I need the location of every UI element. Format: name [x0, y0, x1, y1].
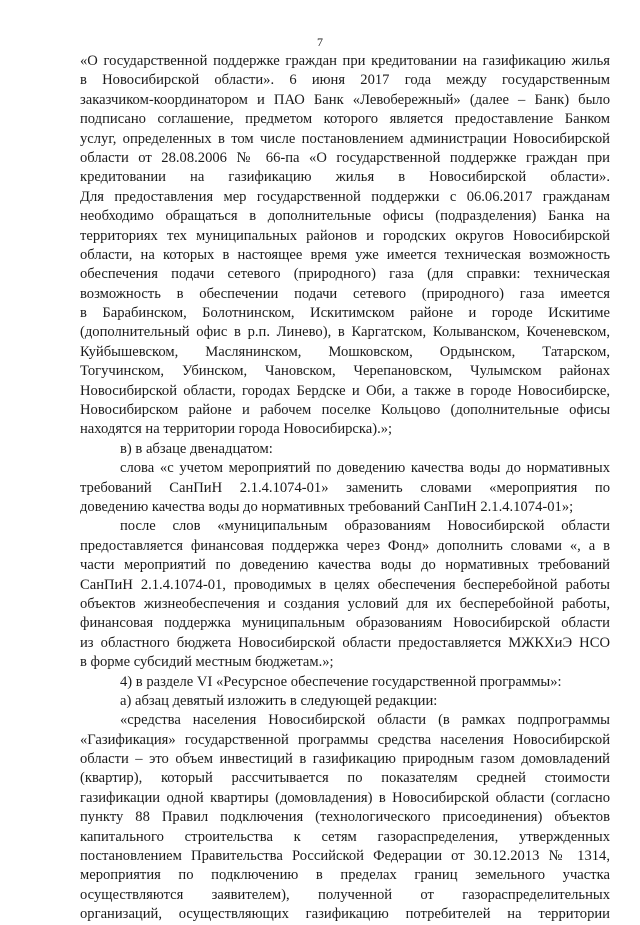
text-line: из областного бюджета Новосибирской области предоставляется МЖКХиЭ НСО — [80, 634, 610, 651]
text-line: «Газификация» государственной программы средства населения Новосибирской — [80, 731, 610, 748]
text-line: территориях тех муниципальных районов и городских округов Новосибирской — [80, 227, 610, 244]
text-line: области – это объем инвестиций в газификацию природным газом домовладений — [80, 751, 610, 768]
text-line: услуг, определенных в том числе постановлением администрации Новосибирской — [80, 130, 610, 147]
text-line: пункту 88 Правил подключения (технологического присоединения) объектов — [80, 809, 610, 826]
text-line: в) в абзаце двенадцатом: — [120, 440, 273, 457]
text-line: требований СанПиН 2.1.4.1074-01» заменить словами «мероприятия по — [80, 479, 610, 496]
text-line: доведению качества воды до нормативных требований СанПиН 2.1.4.1074-01»; — [80, 498, 574, 515]
text-line: возможность в обеспечении подачи сетевого (природного) газа имеется — [80, 285, 610, 302]
text-line: Для предоставления мер государственной поддержки с 06.06.2017 гражданам — [80, 188, 610, 205]
text-line: части мероприятий по доведению качества воды до нормативных требований — [80, 557, 610, 574]
page-number: 7 — [317, 35, 323, 49]
text-line: Новосибирской области, городах Бердске и Оби, а также в городе Новосибирске, — [80, 382, 610, 399]
text-line: Куйбышевском, Маслянинском, Мошковском, Ордынском, Татарском, — [80, 343, 610, 360]
text-line: заказчиком-координатором и ПАО Банк «Левобережный» (далее – Банк) было — [80, 91, 610, 108]
text-line: находятся на территории города Новосибирска).»; — [80, 421, 393, 438]
text-line: «О государственной поддержке граждан при кредитовании на газификацию жилья — [80, 53, 610, 69]
text-line: после слов «муниципальным образованиям Новосибирской области — [120, 518, 610, 535]
text-line: капитального строительства к сетям газораспределения, утвержденных — [80, 828, 610, 845]
text-line: Тогучинском, Убинском, Чановском, Черепановском, Чулымском районах — [80, 363, 610, 380]
text-line: кредитовании на газификацию жилья в Новосибирской области». — [80, 169, 610, 186]
text-line: в Новосибирской области». 6 июня 2017 года между государственным — [80, 72, 610, 89]
text-line: объектов жизнеобеспечения и создания условий для их бесперебойной работы, — [80, 595, 610, 612]
text-line: подписано соглашение, предметом которого является предоставление Банком — [80, 111, 610, 128]
text-line: в форме субсидий местным бюджетам.»; — [80, 654, 334, 671]
text-line: организаций, осуществляющих газификацию потребителей на территории — [80, 906, 610, 923]
text-line: осуществляются заявителем), полученной от газораспределительных — [80, 886, 610, 903]
text-line: (квартир), который рассчитывается по показателям средней стоимости — [80, 770, 610, 787]
text-line: (дополнительный офис в р.п. Линево), в Каргатском, Колыванском, Коченевском, — [80, 324, 610, 341]
text-line: финансовая поддержка муниципальным образованиям Новосибирской области — [80, 615, 610, 632]
text-line: обеспечения подачи сетевого (природного) газа (для справки: техническая — [80, 266, 610, 283]
text-line: 4) в разделе VI «Ресурсное обеспечение государственной программы»: — [120, 673, 562, 690]
text-line: постановлением Правительства Российской Федерации от 30.12.2013 № 1314, — [80, 848, 610, 865]
text-line: газификации одной квартиры (домовладения) в Новосибирской области (согласно — [80, 789, 610, 806]
text-line: области от 28.08.2006 № 66-па «О государственной поддержке граждан при — [80, 149, 610, 166]
text-line: Новосибирском районе и рабочем поселке Кольцово (дополнительные офисы — [80, 402, 610, 419]
text-line: в Барабинском, Болотнинском, Искитимском районе и городе Искитиме — [80, 305, 610, 322]
text-line: СанПиН 2.1.4.1074-01, проводимых в целях обеспечения бесперебойной работы — [80, 576, 610, 593]
text-line: слова «с учетом мероприятий по доведению качества воды до нормативных — [120, 460, 610, 477]
body-text — [80, 52, 610, 925]
text-line: «средства населения Новосибирской области (в рамках подпрограммы — [120, 712, 610, 729]
text-line: области, на которых в настоящее время уже имеется техническая возможность — [80, 246, 610, 263]
text-line: а) абзац девятый изложить в следующей редакции: — [120, 692, 438, 709]
text-line: мероприятия по подключению в пределах границ земельного участка — [80, 867, 610, 884]
text-line: предоставляется финансовая поддержка через Фонд» дополнить словами «, а в — [80, 537, 610, 554]
text-line: необходимо обращаться в дополнительные офисы (подразделения) Банка на — [80, 208, 610, 225]
